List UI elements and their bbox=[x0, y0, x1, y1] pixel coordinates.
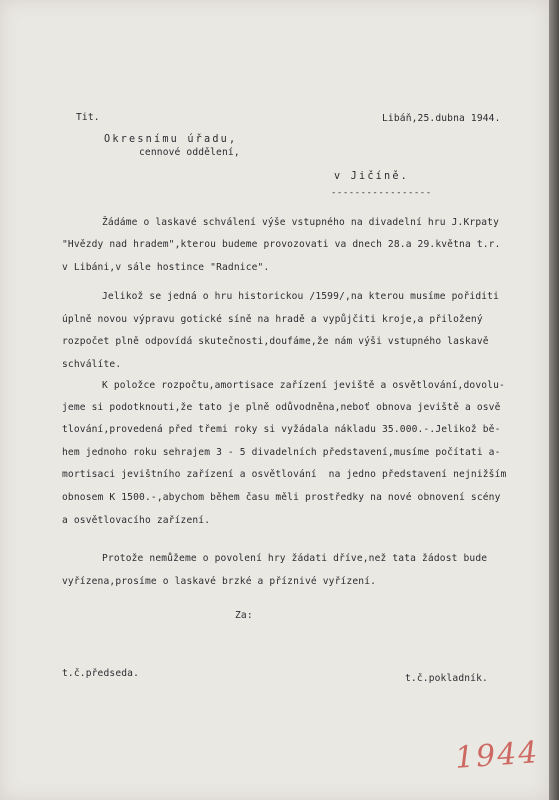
body-line-11: hem jednoho roku sehrajem 3 - 5 divadelních představení,musíme počítati a- bbox=[62, 447, 501, 458]
recipient-underline: ----------------- bbox=[331, 188, 432, 198]
recipient-office: Okresnímu úřadu, bbox=[104, 134, 238, 145]
signature-chairman: t.č.předseda. bbox=[62, 668, 140, 679]
handwritten-year-annotation: 1944 bbox=[453, 735, 541, 776]
body-line-13: obnosem K 1500.-,abychom během času měli prostředky na nové obnovení scény bbox=[62, 492, 501, 503]
body-line-1: Žádáme o laskavé schválení výše vstupného na divadelní hru J.Krpaty bbox=[102, 217, 500, 228]
body-line-6: rozpočet plně odpovídá skutečnosti,doufáme,že nám výši vstupného laskavě bbox=[62, 336, 489, 347]
closing: Za: bbox=[235, 610, 253, 621]
body-line-15: Protože nemůžeme o povolení hry žádati dříve,než tata žádost bude bbox=[102, 553, 488, 564]
body-line-8: K položce rozpočtu,amortisace zařízení jeviště a osvětlování,dovolu- bbox=[102, 380, 505, 391]
body-line-3: v Libáni,v sále hostince "Radnice". bbox=[62, 262, 270, 273]
body-line-10: tlování,provedená před třemi roky si vyžádala nákladu 35.000.-.Jelikož bě- bbox=[62, 424, 501, 435]
place-date: Libáň,25.dubna 1944. bbox=[382, 113, 501, 124]
signature-treasurer: t.č.pokladník. bbox=[405, 673, 488, 684]
recipient-place: v Jičíně. bbox=[334, 171, 410, 182]
body-line-16: vyřízena,prosíme o laskavé brzké a příznivé vyřízení. bbox=[62, 576, 377, 587]
body-line-9: jeme si podotknouti,že tato je plně odůvodněna,neboť obnova jeviště a osvě bbox=[62, 402, 501, 413]
body-line-5: úplně novou výpravu gotické síně na hradě a vypůjčiti kroje,a přiložený bbox=[62, 314, 483, 325]
body-line-12: mortisaci jevištního zařízení a osvětlování na jedno představení nejnižším bbox=[62, 469, 507, 480]
salutation: Tit. bbox=[76, 112, 100, 123]
recipient-department: cennové oddělení, bbox=[139, 147, 240, 158]
body-line-7: schválíte. bbox=[62, 359, 122, 370]
page-edge-shadow bbox=[549, 0, 559, 800]
body-line-4: Jelikož se jedná o hru historickou /1599/,na kterou musíme pořiditi bbox=[102, 291, 500, 302]
body-line-14: a osvětlovacího zařízení. bbox=[62, 515, 211, 526]
body-line-2: "Hvězdy nad hradem",kterou budeme provozovati va dnech 28.a 29.května t.r. bbox=[62, 239, 501, 250]
